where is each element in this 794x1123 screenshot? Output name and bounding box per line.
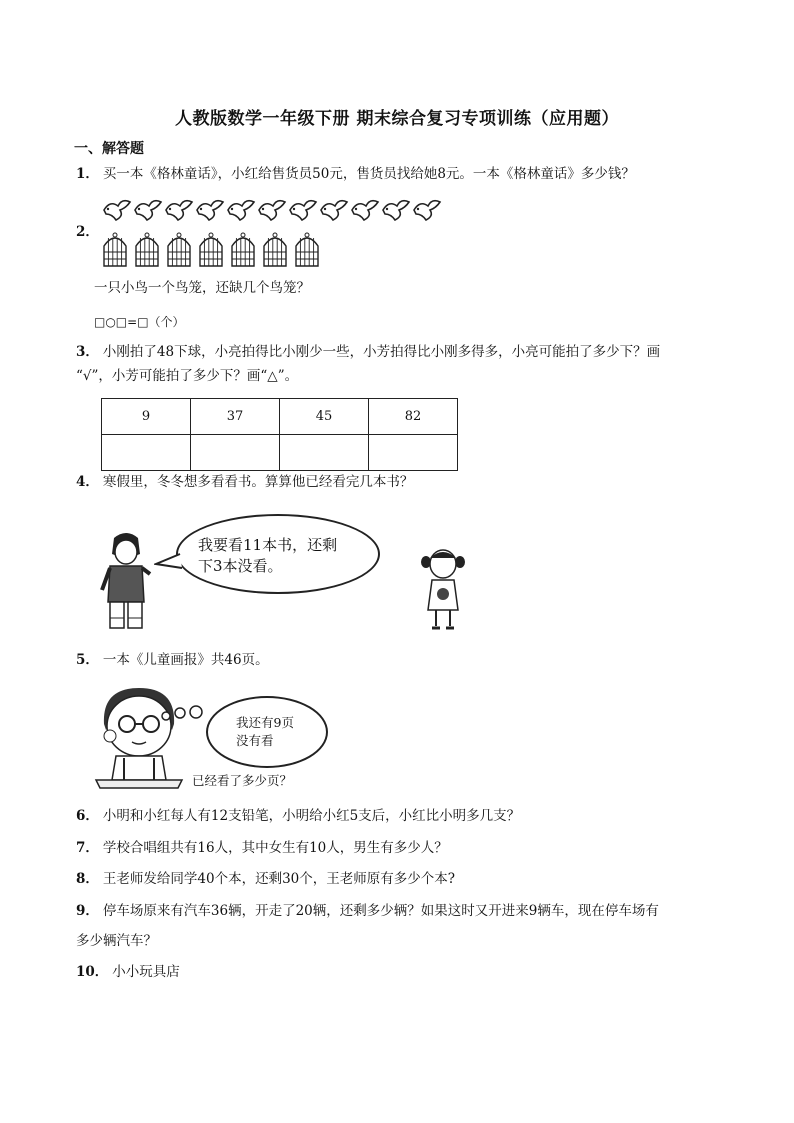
bird-icon: [383, 201, 409, 220]
table-cell: 45: [280, 399, 369, 435]
bubble-tail: [154, 552, 184, 572]
question-text: 小明和小红每人有12支铅笔，小明给小红5支后，小红比小明多几支？: [102, 808, 521, 824]
question-number: 3．: [76, 344, 99, 360]
child-reading-icon: [94, 684, 184, 790]
question-text: 寒假里，冬冬想多看看书。算算他已经看完几本书？: [102, 474, 414, 490]
birdcage-icon: [200, 233, 222, 266]
question-text: 学校合唱组共有16人，其中女生有10人，男生有多少人？: [102, 840, 448, 856]
cages-illustration: [100, 230, 330, 270]
question-number: 2．: [76, 224, 99, 240]
bird-icon: [290, 201, 316, 220]
question-2-answer-line: □○□=□（个）: [94, 315, 185, 329]
bird-icon: [197, 201, 223, 220]
question-number: 10．: [76, 964, 109, 980]
birdcage-icon: [168, 233, 190, 266]
bubble-text-line-2: 下3本没看。: [198, 557, 283, 575]
question-9-cont: 多少辆汽车？: [76, 933, 157, 949]
question-9: [76, 899, 726, 923]
question-7: [76, 836, 726, 860]
answer-cell[interactable]: [102, 435, 191, 471]
birds-illustration: [100, 194, 460, 222]
question-number: 8．: [76, 871, 99, 887]
table-cell: 9: [102, 399, 191, 435]
table-cell: 82: [369, 399, 458, 435]
question-text: 一本《儿童画报》共46页。: [102, 652, 269, 668]
answer-table: [101, 398, 458, 471]
bird-icon: [414, 201, 440, 220]
boy-figure-icon: [96, 530, 156, 634]
question-number: 4．: [76, 474, 99, 490]
bird-icon: [259, 201, 285, 220]
answer-cell[interactable]: [280, 435, 369, 471]
question-number: 6．: [76, 808, 99, 824]
question-text: 小刚拍了48下球，小亮拍得比小刚少一些，小芳拍得比小刚多得多，小亮可能拍了多少下？画: [102, 344, 661, 360]
question-6: [76, 804, 726, 828]
birdcage-icon: [136, 233, 158, 266]
question-1: [76, 162, 726, 186]
thought-text-line-2: 没有看: [236, 733, 274, 748]
question-text: 小小玩具店: [112, 964, 180, 980]
girl-figure-icon: [420, 546, 466, 630]
question-text-cont: “√”，小芳可能拍了多少下？画“△”。: [76, 368, 299, 384]
question-4: [76, 470, 726, 494]
question-number: 1．: [76, 166, 99, 182]
question-number: 9．: [76, 903, 99, 919]
section-heading: 一、解答题: [74, 141, 144, 157]
bird-icon: [166, 201, 192, 220]
bird-icon: [135, 201, 161, 220]
answer-cell[interactable]: [191, 435, 280, 471]
thought-dots: [160, 702, 204, 726]
page-title: 人教版数学一年级下册 期末综合复习专项训练（应用题）: [175, 109, 619, 129]
answer-cell[interactable]: [369, 435, 458, 471]
question-8: [76, 867, 726, 891]
question-text: 买一本《格林童话》，小红给售货员50元，售货员找给她8元。一本《格林童话》多少钱？: [102, 166, 635, 182]
table-cell: 37: [191, 399, 280, 435]
question-2-number: [76, 220, 103, 244]
question-number: 7．: [76, 840, 99, 856]
question-2-prompt: 一只小鸟一个鸟笼，还缺几个鸟笼？: [94, 280, 310, 296]
thought-text-line-1: 我还有9页: [236, 715, 294, 730]
bird-icon: [352, 201, 378, 220]
question-text: 停车场原来有汽车36辆，开走了20辆，还剩多少辆？如果这时又开进来9辆车，现在停车场有: [102, 903, 659, 919]
question-5: [76, 648, 726, 672]
bird-icon: [321, 201, 347, 220]
question-10: [76, 960, 726, 984]
illustration-caption: 已经看了多少页？: [192, 773, 293, 788]
birdcage-icon: [264, 233, 286, 266]
birdcage-icon: [232, 233, 254, 266]
question-number: 5．: [76, 652, 99, 668]
question-3: [76, 340, 726, 388]
bubble-text-line-1: 我要看11本书，还剩: [198, 536, 338, 554]
bird-icon: [104, 201, 130, 220]
bird-icon: [228, 201, 254, 220]
birdcage-icon: [104, 233, 126, 266]
birdcage-icon: [296, 233, 318, 266]
question-text: 王老师发给同学40个本，还剩30个，王老师原有多少个本?: [102, 871, 455, 887]
